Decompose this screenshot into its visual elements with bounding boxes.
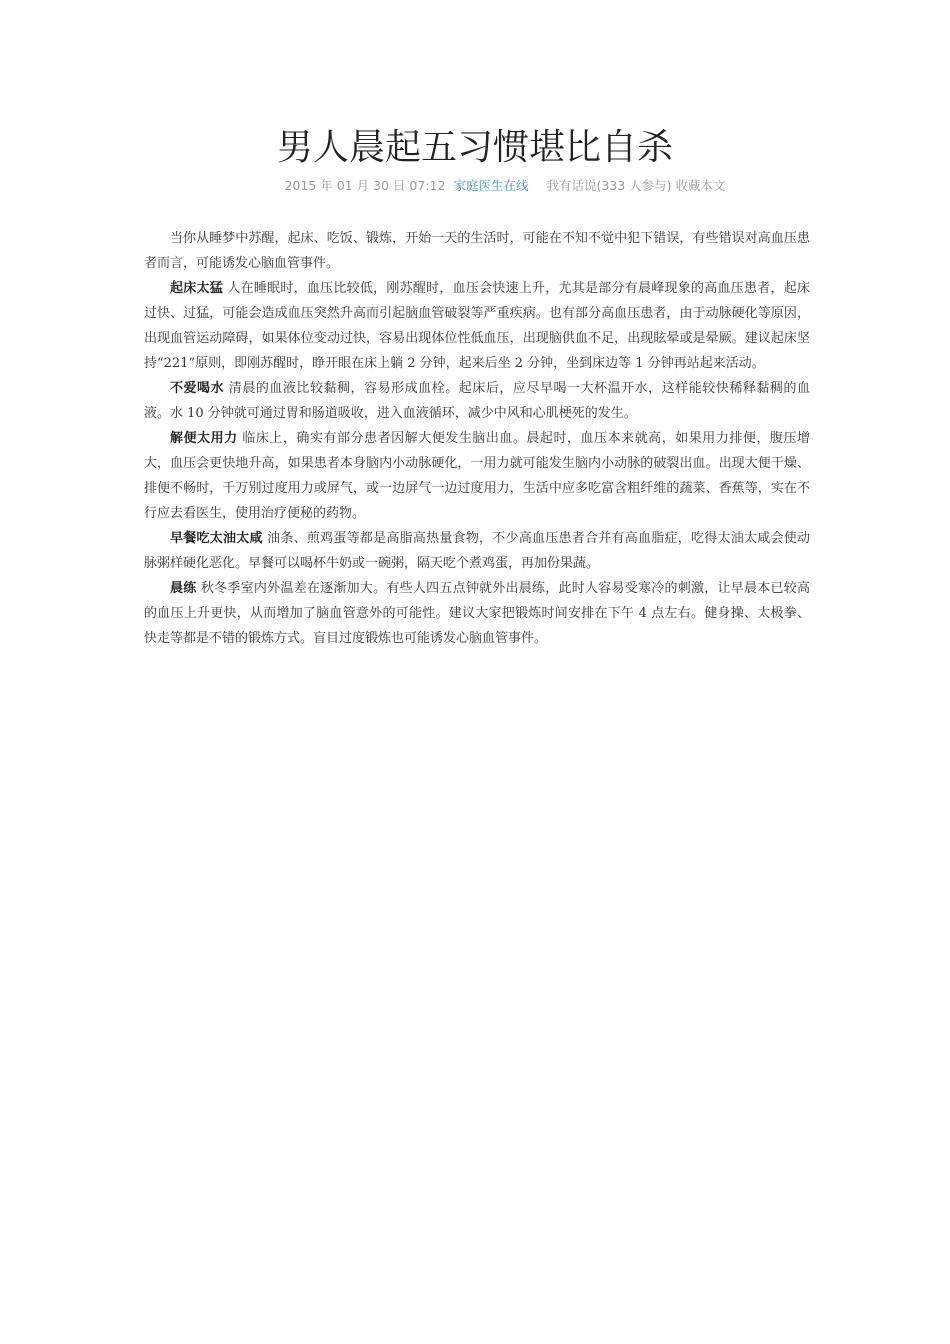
article-meta [0, 176, 950, 196]
section-paragraph [144, 526, 810, 576]
collect-link[interactable]: 收藏本文 [675, 178, 726, 193]
section-text: 秋冬季室内外温差在逐渐加大。有些人四五点钟就外出晨练，此时人容易受寒冷的刺激，让早晨本已较高的血压上升更快，从而增加了脑血管意外的可能性。建议大家把锻炼时间安排在下午 4 点左右。健身操、太极拳、快走等都是不错的锻炼方式。盲目过度锻炼也可能诱发心脑血管事件。 [144, 581, 810, 646]
section-paragraph [144, 426, 810, 526]
section-heading: 解便太用力 [170, 431, 238, 446]
article-body [144, 226, 810, 651]
section-heading: 不爱喝水 [170, 381, 225, 396]
source-link[interactable]: 家庭医生在线 [453, 178, 529, 193]
comment-link[interactable]: 我有话说(333 人参与) [546, 178, 672, 193]
section-text: 油条、煎鸡蛋等都是高脂高热量食物，不少高血压患者合并有高血脂症，吃得太油太咸会使动脉粥样硬化恶化。早餐可以喝杯牛奶或一碗粥，隔天吃个煮鸡蛋，再加份果蔬。 [144, 531, 810, 571]
section-text: 人在睡眠时，血压比较低，刚苏醒时，血压会快速上升，尤其是部分有晨峰现象的高血压患者，起床过快、过猛，可能会造成血压突然升高而引起脑血管破裂等严重疾病。也有部分高血压患者，由于动脉硬化等原因，出现血管运动障碍，如果体位变动过快，容易出现体位性低血压，出现脑供血不足，出现眩晕或是晕厥。建议起床坚持“221”原则，即刚苏醒时，睁开眼在床上躺 2 分钟，起来后坐 2 分钟，坐到床边等 1 分钟再站起来活动。 [144, 281, 810, 371]
section-paragraph [144, 576, 810, 651]
article-title: 男人晨起五习惯堪比自杀 [276, 127, 673, 168]
section-text: 临床上，确实有部分患者因解大便发生脑出血。晨起时，血压本来就高，如果用力排便，腹压增大，血压会更快地升高，如果患者本身脑内小动脉硬化，一用力就可能发生脑内小动脉的破裂出血。出现大便干燥、排便不畅时，千万别过度用力或屏气，或一边屏气一边过度用力，生活中应多吃富含粗纤维的蔬菜、香蕉等，实在不行应去看医生，使用治疗便秘的药物。 [144, 431, 810, 521]
section-text: 清晨的血液比较黏稠，容易形成血栓。起床后，应尽早喝一大杯温开水，这样能较快稀释黏稠的血液。水 10 分钟就可通过胃和肠道吸收，进入血液循环，减少中风和心肌梗死的发生。 [144, 381, 810, 421]
section-paragraph [144, 376, 810, 426]
section-heading: 晨练 [170, 581, 197, 596]
section-paragraph [144, 276, 810, 376]
section-heading: 起床太猛 [170, 281, 223, 296]
publish-datetime: 2015 年 01 月 30 日 07:12 [284, 178, 446, 193]
intro-paragraph: 当你从睡梦中苏醒，起床、吃饭、锻炼，开始一天的生活时，可能在不知不觉中犯下错误，有些错误对高血压患者而言，可能诱发心脑血管事件。 [144, 231, 810, 271]
section-heading: 早餐吃太油太咸 [170, 531, 263, 546]
